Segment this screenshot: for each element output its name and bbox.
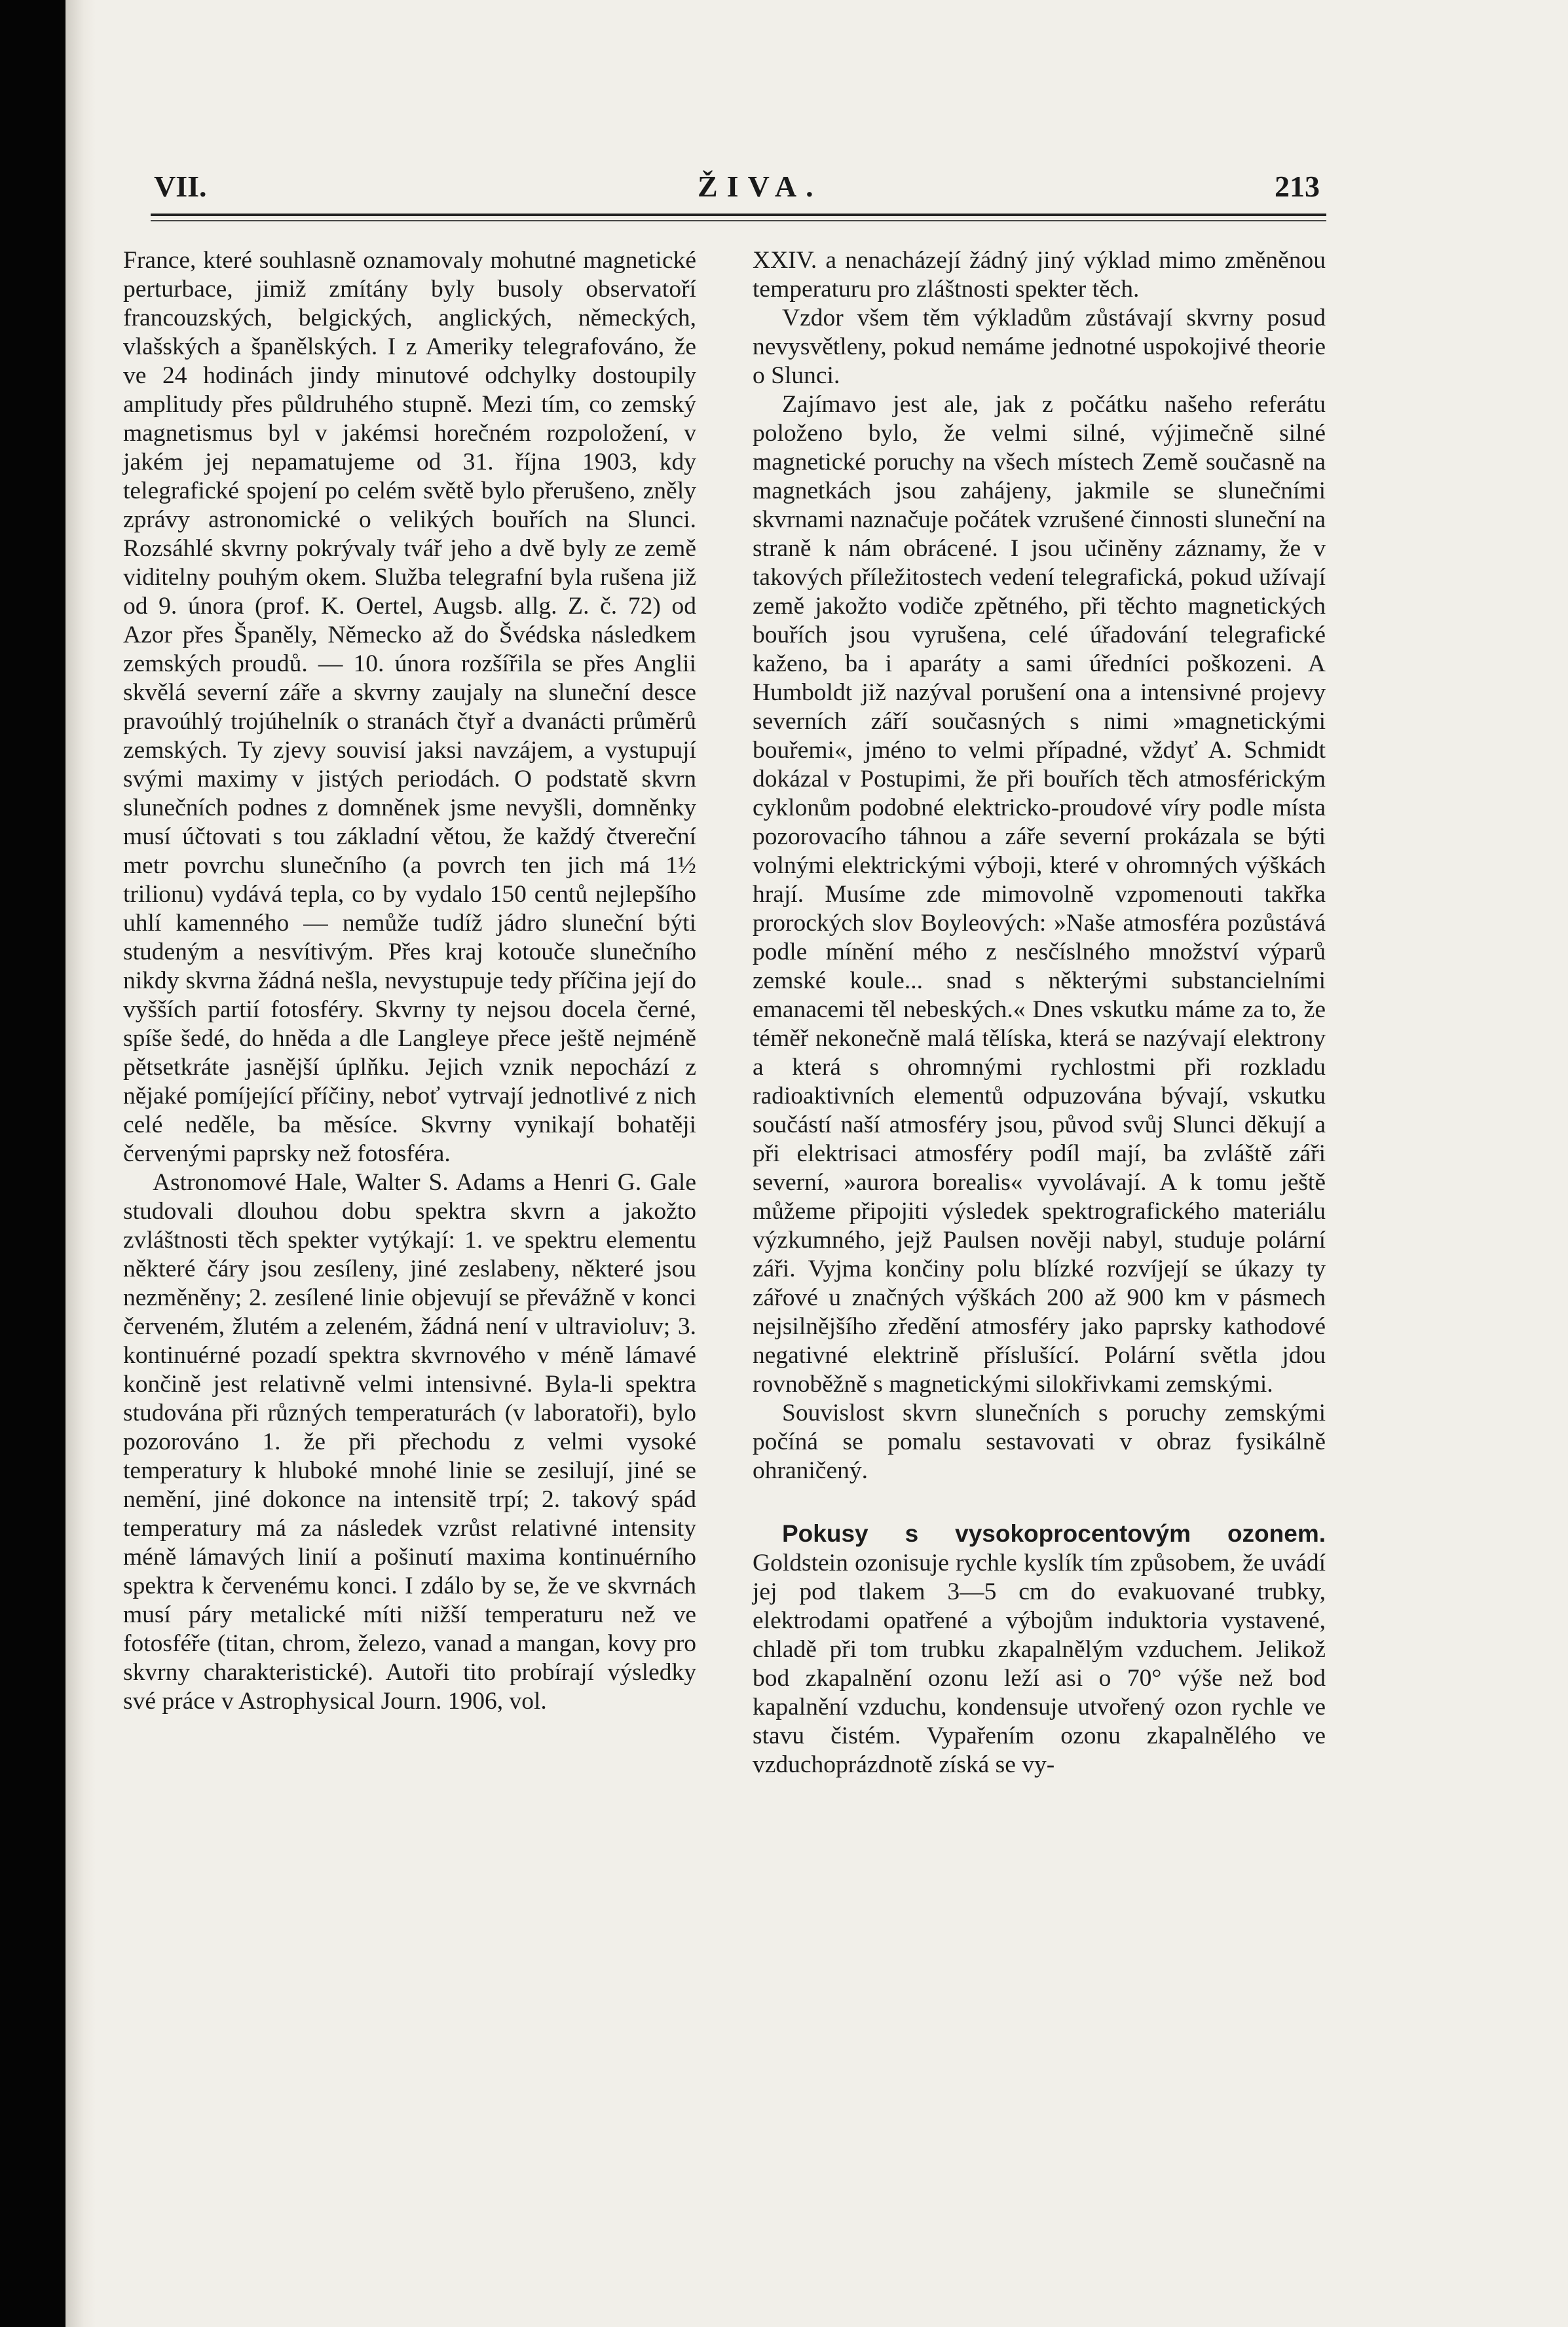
page-number: 213 xyxy=(1275,170,1320,203)
right-paragraph-3: Zajímavo jest ale, jak z počátku našeho referátu položeno bylo, že velmi silné, výjimečně silné magnetické poruchy na všech místech Země současně na magnetkách jsou zahájeny, jakmile se slunečními skvrnami naznačuje počátek vzrušené činnosti sluneční na straně k nám obrácené. I jsou učiněny záznamy, že v takových příležitostech vedení telegrafická, pokud užívají země jakožto vodiče zpětného, při těchto magnetických bouřích jsou vyrušena, celé úřadování telegrafické kaženo, ba i aparáty a sami úředníci poškozeni. A Humboldt již nazýval porušení ona a intensivné projevy severních září současných s nimi »magnetickými bouřemi«, jméno to velmi případné, vždyť A. Schmidt dokázal v Postupimi, že při bouřích těch atmosférickým cyklonům podobné elektricko-proudové víry podle místa pozorovacího táhnou a záře severní prokázala se býti volnými elektrickými výboji, které v ohromných výškách hrají. Musíme zde mimovolně vzpomenouti takřka prorockých slov Boyleových: »Naše atmosféra pozůstává podle mínění mého z nesčíslného množství výparů zemské koule... snad s některými substancielními emanacemi těl nebeských.« Dnes vskutku máme za to, že téměř nekonečně malá tělíska, která se nazývají elektrony a která s ohromnými rychlostmi při rozkladu radioaktivních elementů odpuzována bývají, vskutku součástí naší atmosféry jsou, původ svůj Slunci děkují a při elektrisaci atmosféry podíl mají, ba zvláště záři severní, »aurora borealis« vyvolávají. A k tomu ještě můžeme připojiti výsledek spektrografického materiálu výzkumného, jejž Paulsen nověji nabyl, studuje polární záři. Vyjma končiny polu blízké rozvíjejí se úkazy ty zářové u značných výškách 200 až 900 km v pásmech nejsilnějšího zředění atmosféry jako paprsky kathodové negativné elektrině příslušící. Polární světla jdou rovnoběžně s magnetickými silokřivkami zemskými. xyxy=(753,391,1326,1398)
journal-page xyxy=(65,0,1568,2327)
ozone-article xyxy=(753,1519,1326,1779)
right-paragraph-4: Souvislost skvrn slunečních s poruchy zemskými počíná se pomalu sestavovati v obraz fysikálně ohraničený. xyxy=(753,1400,1326,1484)
right-column xyxy=(753,246,1326,1779)
section-title: Pokusy s vysokoprocentovým ozonem. xyxy=(782,1520,1326,1547)
right-paragraph-2: Vzdor všem těm výkladům zůstávají skvrny posud nevysvětleny, pokud nemáme jednotné uspokojivé theorie o Slunci. xyxy=(753,305,1326,389)
journal-title: ŽIVA. xyxy=(698,170,823,203)
left-column xyxy=(123,246,696,1716)
right-paragraph-1: XXIV. a nenacházejí žádný jiný výklad mimo změněnou temperaturu pro zláštnosti spekter těch. xyxy=(753,247,1326,303)
left-paragraph-1: France, které souhlasně oznamovaly mohutné magnetické perturbace, jimiž zmítány byly busoly observatoří francouzských, belgických, anglických, německých, vlašských a španělských. I z Ameriky telegrafováno, že ve 24 hodinách jindy minutové odchylky dostoupily amplitudy přes půldruhého stupně. Mezi tím, co zemský magnetismus byl v jakémsi horečném rozpoložení, v jakém jej nepamatujeme od 31. října 1903, kdy telegrafické spojení po celém světě bylo přerušeno, zněly zprávy astronomické o velikých bouřích na Slunci. Rozsáhlé skvrny pokrývaly tvář jeho a dvě byly ze země viditelny pouhým okem. Služba telegrafní byla rušena již od 9. února (prof. K. Oertel, Augsb. allg. Z. č. 72) od Azor přes Španěly, Německo až do Švédska následkem zemských proudů. — 10. února rozšířila se přes Anglii skvělá severní záře a skvrny zaujaly na sluneční desce pravoúhlý trojúhelník o stranách čtyř a dvanácti průměrů zemských. Ty zjevy souvisí jaksi navzájem, a vystupují svými maximy v jistých periodách. O podstatě skvrn slunečních podnes z domněnek jsme nevyšli, domněnky musí účtovati s tou základní větou, že každý čtvereční metr povrchu slunečního (a povrch ten jich má 1½ trilionu) vydává tepla, co by vydalo 150 centů nejlepšího uhlí kamenného — nemůže tudíž jádro sluneční býti studeným a nesvítivým. Přes kraj kotouče slunečního nikdy skvrna žádná nešla, nevystupuje tedy příčina její do vyšších partií fotosféry. Skvrny ty nejsou docela černé, spíše šedé, do hněda a dle Langleye přece ještě nejméně pětsetkráte jasnější úplňku. Jejich vznik nepochází z nějaké pomíjející příčiny, neboť vytrvají jednotlivé z nich celé neděle, ba měsíce. Skvrny vynikají bohatěji červenými paprsky než fotosféra. xyxy=(123,247,696,1167)
section-gap xyxy=(753,1485,1326,1519)
volume-number: VII. xyxy=(154,170,207,203)
header-rule-thin xyxy=(151,220,1326,221)
header-rule-thick xyxy=(151,214,1326,216)
running-header xyxy=(154,169,1320,208)
page-spine-shadow xyxy=(65,0,96,2327)
left-paragraph-2: Astronomové Hale, Walter S. Adams a Henri G. Gale studovali dlouhou dobu spektra skvrn a jakožto zvláštnosti těch spekter vytýkají: 1. ve spektru elementu některé čáry jsou zesíleny, jiné zeslabeny, některé jsou nezměněny; 2. zesílené linie objevují se převážně v konci červeném, žlutém a zeleném, žádná není v ultravioluv; 3. kontinuérné pozadí spektra skvrnového v méně lámavé končině jest relativně velmi intensivné. Byla-li spektra studována při různých temperaturách (v laboratoři), bylo pozorováno 1. že při přechodu z velmi vysoké temperatury k hluboké mnohé linie se zesilují, jiné se nemění, jiné dokonce na intensitě trpí; 2. takový spád temperatury má za následek vzrůst relativné intensity méně lámavých linií a pošinutí maxima kontinuérního spektra k červenému konci. I zdálo by se, že ve skvrnách musí páry metalické míti nižší temperaturu než ve fotosféře (titan, chrom, železo, vanad a mangan, kovy pro skvrny charakteristické). Autoři tito probírají výsledky své práce v Astrophysical Journ. 1906, vol. xyxy=(123,1169,696,1715)
ozone-paragraph: Goldstein ozonisuje rychle kyslík tím způsobem, že uvádí jej pod tlakem 3—5 cm do evakuované trubky, elektrodami opatřené a výbojům induktoria vystavené, chladě při tom trubku zkapalnělým vzduchem. Jelikož bod zkapalnění ozonu leží asi o 70° výše než bod kapalnění vzduchu, kondensuje utvořený ozon rychle ve stavu čistém. Vypařením ozonu zkapalnělého ve vzduchoprázdnotě získá se vy- xyxy=(753,1550,1326,1778)
